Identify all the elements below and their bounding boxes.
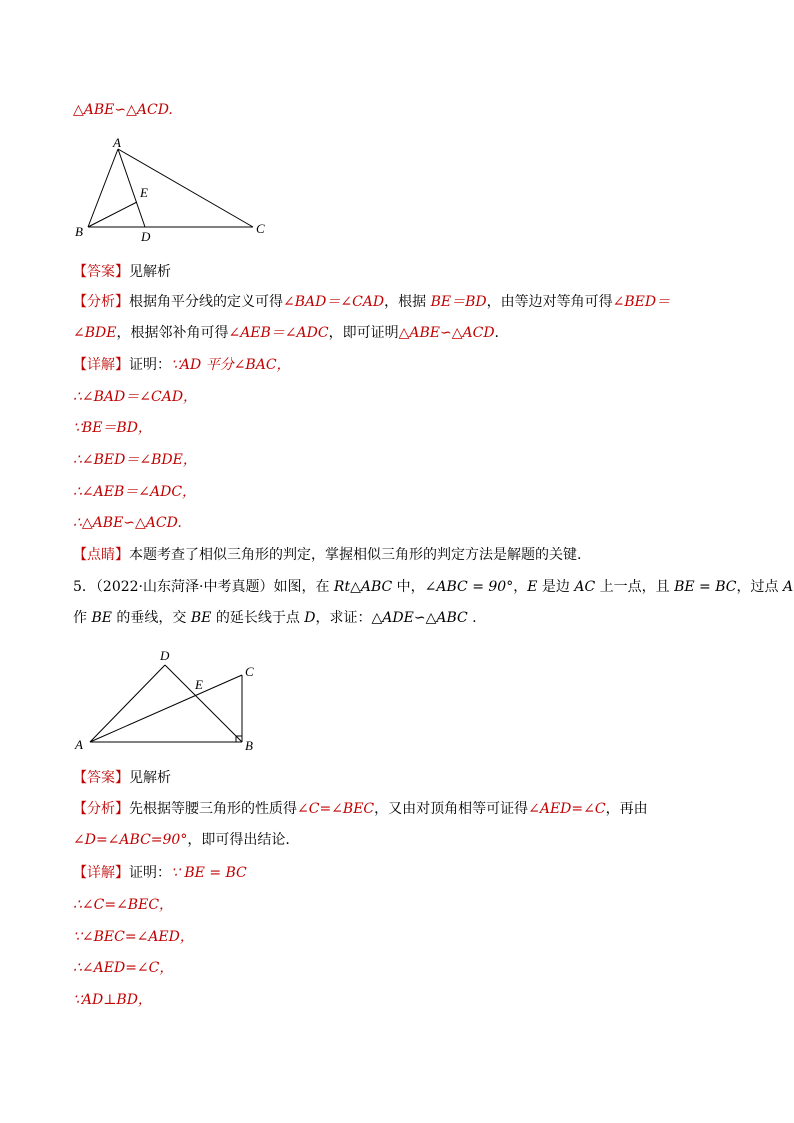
segment-ad — [90, 665, 165, 742]
analysis-paragraph-5: 【分析】先根据等腰三角形的性质得∠C=∠BEC，又由对顶角相等可证得∠AED=∠C，再由∠D=∠ABC=90°，即可得出结论. — [73, 801, 648, 848]
previous-conclusion: △ABE∽△ACD. — [73, 102, 173, 118]
proof-step: ∴∠AED=∠C， — [73, 960, 174, 976]
answer-text: 见解析 — [129, 770, 171, 786]
answer-tag: 【答案】 — [73, 770, 129, 786]
label-d: D — [160, 648, 170, 663]
question-number: 5． — [73, 579, 96, 595]
analysis-paragraph: 【分析】根据角平分线的定义可得∠BAD＝∠CAD，根据 BE＝BD，由等边对等角可得∠BED＝∠BDE，根据邻补角可得∠AEB＝∠ADC，即可证明△ABE∽△ACD. — [73, 294, 671, 341]
label-c: C — [245, 664, 254, 679]
segment-ac — [90, 675, 242, 742]
question-5-line-1: 5．（2022·山东菏泽·中考真题）如图，在 Rt△ABC 中，∠ABC = 90°，E 是边 AC 上一点，且 BE = BC，过点 A — [73, 579, 794, 595]
detail-tag: 【详解】 — [73, 865, 129, 881]
label-e: E — [140, 185, 148, 200]
proof-step: ∵AD⊥BD， — [73, 992, 152, 1008]
question-5-line-2: 作 BE 的垂线，交 BE 的延长线于点 D，求证：△ADE∽△ABC . — [73, 610, 477, 626]
label-c: C — [256, 221, 265, 236]
proof-step: ∴∠C=∠BEC， — [73, 897, 174, 913]
comment-tag: 【点睛】 — [73, 547, 129, 563]
figure-triangle-abc-2 — [70, 645, 270, 760]
segment-ac — [118, 149, 253, 227]
analysis-tag: 【分析】 — [73, 801, 129, 817]
proof-step: ∴∠BED＝∠BDE， — [73, 452, 197, 468]
answer-line — [73, 262, 171, 282]
answer-line-5 — [73, 768, 171, 788]
label-a: A — [75, 737, 83, 752]
label-d: D — [141, 229, 151, 244]
figure-triangle-abc-1 — [70, 135, 280, 245]
answer-text: 见解析 — [129, 264, 171, 280]
segment-be — [88, 202, 137, 227]
label-e: E — [195, 677, 203, 692]
label-a: A — [113, 135, 121, 150]
detail-line: 【详解】证明：∵AD 平分∠BAC， — [73, 357, 291, 373]
label-b: B — [245, 738, 253, 753]
proof-step: ∵∠BEC=∠AED， — [73, 929, 194, 945]
proof-step: ∴△ABE∽△ACD. — [73, 515, 182, 531]
proof-step: ∵BE＝BD， — [73, 420, 152, 436]
segment-ab — [88, 149, 118, 227]
analysis-tag: 【分析】 — [73, 294, 129, 310]
proof-step: ∴∠BAD＝∠CAD， — [73, 389, 198, 405]
label-b: B — [75, 224, 83, 239]
question-source: （2022·山东菏泽·中考真题） — [95, 579, 274, 595]
detail-tag: 【详解】 — [73, 357, 129, 373]
detail-line-5: 【详解】证明：∵ BE = BC — [73, 865, 247, 881]
proof-step: ∴∠AEB＝∠ADC， — [73, 484, 197, 500]
comment-line: 【点睛】本题考查了相似三角形的判定，掌握相似三角形的判定方法是解题的关键. — [73, 547, 582, 563]
answer-tag: 【答案】 — [73, 264, 129, 280]
